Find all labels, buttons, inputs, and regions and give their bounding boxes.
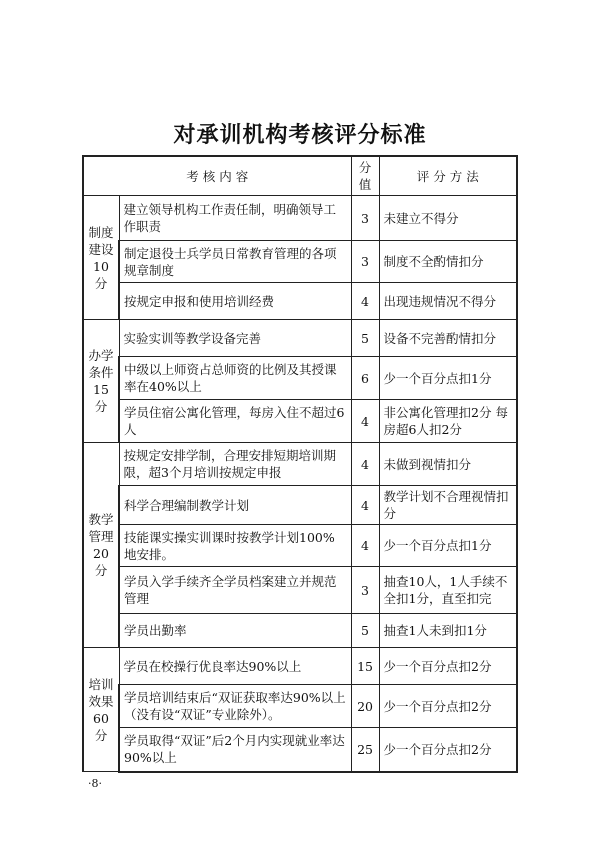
score-cell: 6 bbox=[351, 357, 379, 400]
header-method: 评 分 方 法 bbox=[379, 156, 517, 196]
table-row bbox=[83, 567, 517, 614]
item-cell: 学员培训结束后“双证获取率达90%以上（没有设“双证”专业除外）。 bbox=[119, 685, 351, 728]
category-cell: 教学管理20分 bbox=[83, 443, 119, 648]
page-title: 对承训机构考核评分标准 bbox=[173, 122, 427, 148]
score-cell: 3 bbox=[351, 567, 379, 614]
item-cell: 学员入学手续齐全学员档案建立并规范管理 bbox=[119, 567, 351, 614]
category-cell: 办学条件15分 bbox=[83, 320, 119, 443]
method-cell: 出现违规情况不得分 bbox=[379, 283, 517, 320]
table-row bbox=[83, 196, 517, 241]
score-cell: 4 bbox=[351, 486, 379, 525]
method-cell: 教学计划不合理视情扣分 bbox=[379, 486, 517, 525]
score-cell: 3 bbox=[351, 196, 379, 241]
header-content: 考 核 内 容 bbox=[83, 156, 351, 196]
item-cell: 学员在校操行优良率达90%以上 bbox=[119, 648, 351, 685]
score-cell: 20 bbox=[351, 685, 379, 728]
table-row bbox=[83, 241, 517, 283]
table-row bbox=[83, 400, 517, 443]
method-cell: 未建立不得分 bbox=[379, 196, 517, 241]
item-cell: 学员住宿公寓化管理，每房入住不超过6人 bbox=[119, 400, 351, 443]
method-cell: 少一个百分点扣2分 bbox=[379, 685, 517, 728]
method-cell: 设备不完善酌情扣分 bbox=[379, 320, 517, 357]
item-cell: 技能课实操实训课时按教学计划100%地安排。 bbox=[119, 525, 351, 567]
table-row bbox=[83, 486, 517, 525]
category-cell: 制度建设10分 bbox=[83, 196, 119, 320]
table-row bbox=[83, 614, 517, 648]
score-cell: 25 bbox=[351, 728, 379, 772]
item-cell: 制定退役士兵学员日常教育管理的各项规章制度 bbox=[119, 241, 351, 283]
header-score: 分值 bbox=[351, 156, 379, 196]
score-cell: 5 bbox=[351, 320, 379, 357]
item-cell: 实验实训等教学设备完善 bbox=[119, 320, 351, 357]
method-cell: 抽查10人，1人手续不全扣1分，直至扣完 bbox=[379, 567, 517, 614]
item-cell: 科学合理编制教学计划 bbox=[119, 486, 351, 525]
score-cell: 15 bbox=[351, 648, 379, 685]
score-cell: 4 bbox=[351, 400, 379, 443]
table-row bbox=[83, 685, 517, 728]
method-cell: 抽查1人未到扣1分 bbox=[379, 614, 517, 648]
item-cell: 按规定安排学制，合理安排短期培训期限，超3个月培训按规定申报 bbox=[119, 443, 351, 486]
table-header-row bbox=[83, 156, 517, 196]
method-cell: 少一个百分点扣1分 bbox=[379, 357, 517, 400]
table-row bbox=[83, 357, 517, 400]
page-number: ·8· bbox=[88, 777, 102, 790]
item-cell: 学员出勤率 bbox=[119, 614, 351, 648]
method-cell: 少一个百分点扣2分 bbox=[379, 728, 517, 772]
table-row bbox=[83, 283, 517, 320]
scoring-table bbox=[82, 155, 518, 773]
table-row bbox=[83, 320, 517, 357]
table-row bbox=[83, 443, 517, 486]
method-cell: 少一个百分点扣2分 bbox=[379, 648, 517, 685]
item-cell: 学员取得“双证”后2个月内实现就业率达90%以上 bbox=[119, 728, 351, 772]
table-row bbox=[83, 728, 517, 772]
table-row bbox=[83, 525, 517, 567]
method-cell: 未做到视情扣分 bbox=[379, 443, 517, 486]
item-cell: 建立领导机构工作责任制，明确领导工作职责 bbox=[119, 196, 351, 241]
score-cell: 4 bbox=[351, 443, 379, 486]
score-cell: 4 bbox=[351, 525, 379, 567]
item-cell: 中级以上师资占总师资的比例及其授课率在40%以上 bbox=[119, 357, 351, 400]
score-cell: 5 bbox=[351, 614, 379, 648]
method-cell: 非公寓化管理扣2分 每房超6人扣2分 bbox=[379, 400, 517, 443]
score-cell: 4 bbox=[351, 283, 379, 320]
method-cell: 制度不全酌情扣分 bbox=[379, 241, 517, 283]
item-cell: 按规定申报和使用培训经费 bbox=[119, 283, 351, 320]
method-cell: 少一个百分点扣1分 bbox=[379, 525, 517, 567]
score-cell: 3 bbox=[351, 241, 379, 283]
category-cell: 培训效果60分 bbox=[83, 648, 119, 772]
table-row bbox=[83, 648, 517, 685]
